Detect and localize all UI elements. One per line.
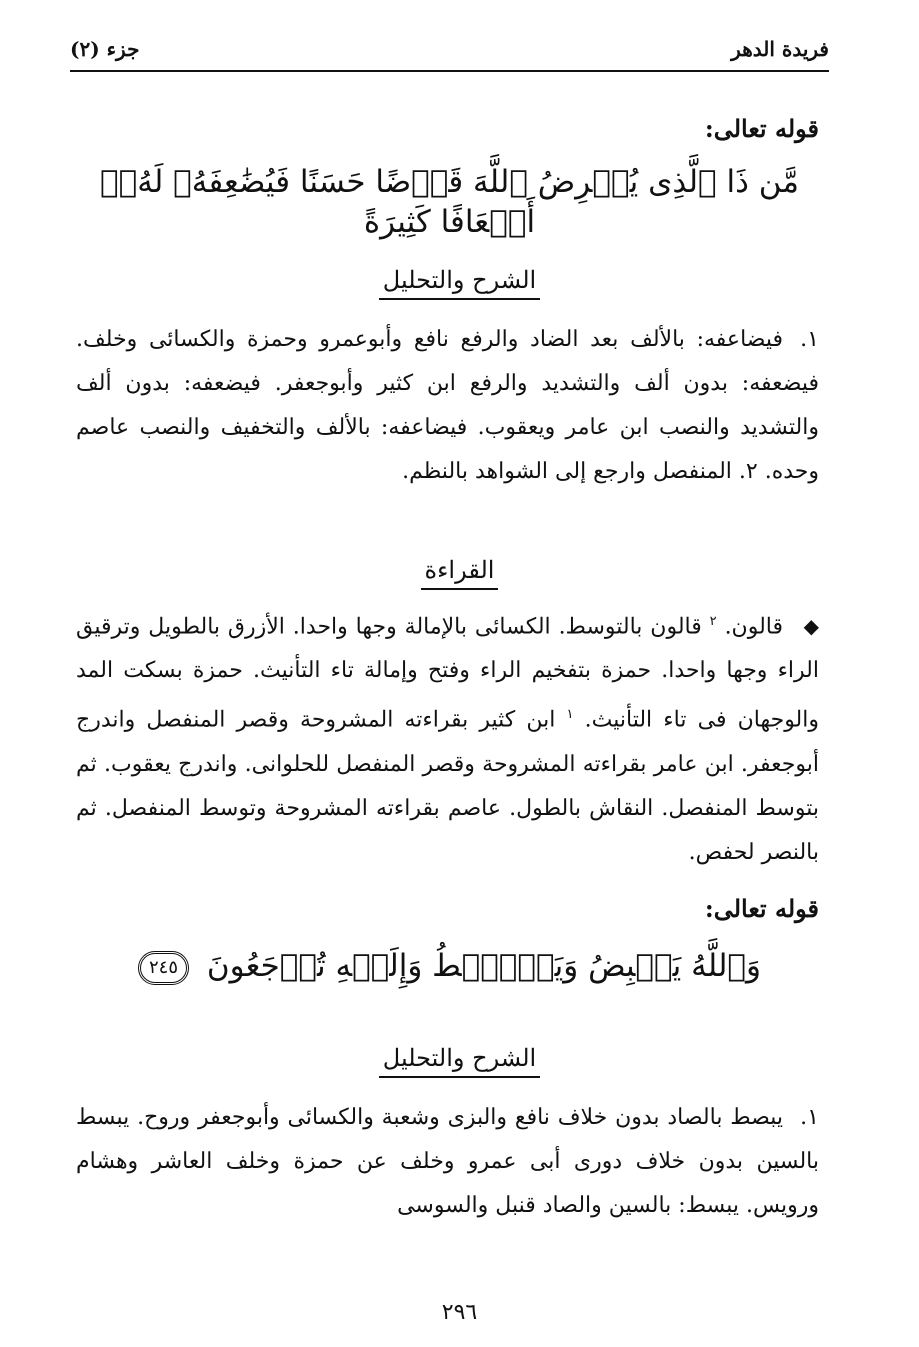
reading-text-part-3: ابن كثير بقراءته المشروحة وقصر المنفصل واندرج أبوجعفر. ابن عامر بقراءته المشروحة وقصر المنفصل للحلوانى. واندرج يعقوب. ثم بتوسط المنفصل. النقاش بالطول. عاصم بقراءته المشروحة وتوسط المنفصل. ثم بالنصر لحفص.: [76, 707, 819, 865]
footnote-marker-2: ١: [566, 707, 574, 723]
explanation-text-1: فيضاعفه: بالألف بعد الضاد والرفع نافع وأبوعمرو وحمزة والكسائى وخلف. فيضعفه: بدون ألف والتشديد والرفع ابن كثير وأبوجعفر. فيضعفه: بدون ألف والتشديد والنصب ابن عامر ويعقوب. فيضاعفه: بالألف والتخفيف والنصب عاصم وحده. ٢. المنفصل وارجع إلى الشواهد بالنظم.: [76, 327, 819, 484]
page-number: ٢٩٦: [441, 1300, 478, 1325]
quran-verse-2-text: وَٱللَّهُ يَقۡبِضُ وَيَبۡصُۜطُ وَإِلَيۡهِ تُرۡجَعُونَ: [206, 948, 761, 984]
footnote-marker-1: ٢: [709, 614, 717, 629]
explanation-heading-1: [0, 266, 919, 300]
explanation-heading-2-text: الشرح والتحليل: [379, 1044, 540, 1078]
diamond-bullet-icon: ◆: [803, 614, 819, 639]
reading-heading-text: القراءة: [421, 556, 499, 590]
explanation-paragraph-1: [76, 318, 819, 494]
quran-verse-2: [80, 946, 819, 986]
ayah-number-badge: ٢٤٥: [138, 951, 189, 985]
explanation-paragraph-2: [76, 1096, 819, 1228]
reading-heading: [0, 556, 919, 590]
item-number-2: ١.: [800, 1105, 819, 1130]
quran-verse-1: مَّن ذَا ٱلَّذِى يُقۡرِضُ ٱللَّهَ قَرۡضًا حَسَنًا فَيُضَٰعِفَهُۥ لَهُۥٓ أَضۡعَافًا كَثِيرَةً: [100, 164, 799, 241]
explanation-heading-2: [0, 1044, 919, 1078]
header-divider: [70, 70, 829, 72]
item-number: ١.: [800, 327, 819, 352]
verse-intro-1: قوله تعالى:: [704, 114, 819, 143]
part-number: جزء (٢): [70, 37, 140, 61]
running-header: [70, 32, 829, 66]
reading-text-part-2: قالون بالتوسط. الكسائى بالإمالة وجها واحدا. الأزرق بالطويل وترقيق الراء وجها واحدا. حمزة بتفخيم الراء وفتح وإمالة تاء التأنيث. حمزة بسكت المد والوجهان فى تاء التأنيث.: [76, 614, 819, 733]
explanation-heading-1-text: الشرح والتحليل: [379, 266, 540, 300]
reading-paragraph: [76, 600, 819, 875]
book-title: فريدة الدهر: [731, 37, 829, 61]
explanation-text-2: يبصط بالصاد بدون خلاف نافع والبزى وشعبة والكسائى وأبوجعفر وروح. يبسط بالسين بدون خلاف دورى أبى عمرو وخلف عن حمزة وخلف العاشر وهشام ورويس. يبسط: بالسين والصاد قنبل والسوسى: [76, 1105, 819, 1218]
reading-text-part-1: قالون.: [724, 614, 783, 640]
verse-intro-2: قوله تعالى:: [704, 894, 819, 923]
